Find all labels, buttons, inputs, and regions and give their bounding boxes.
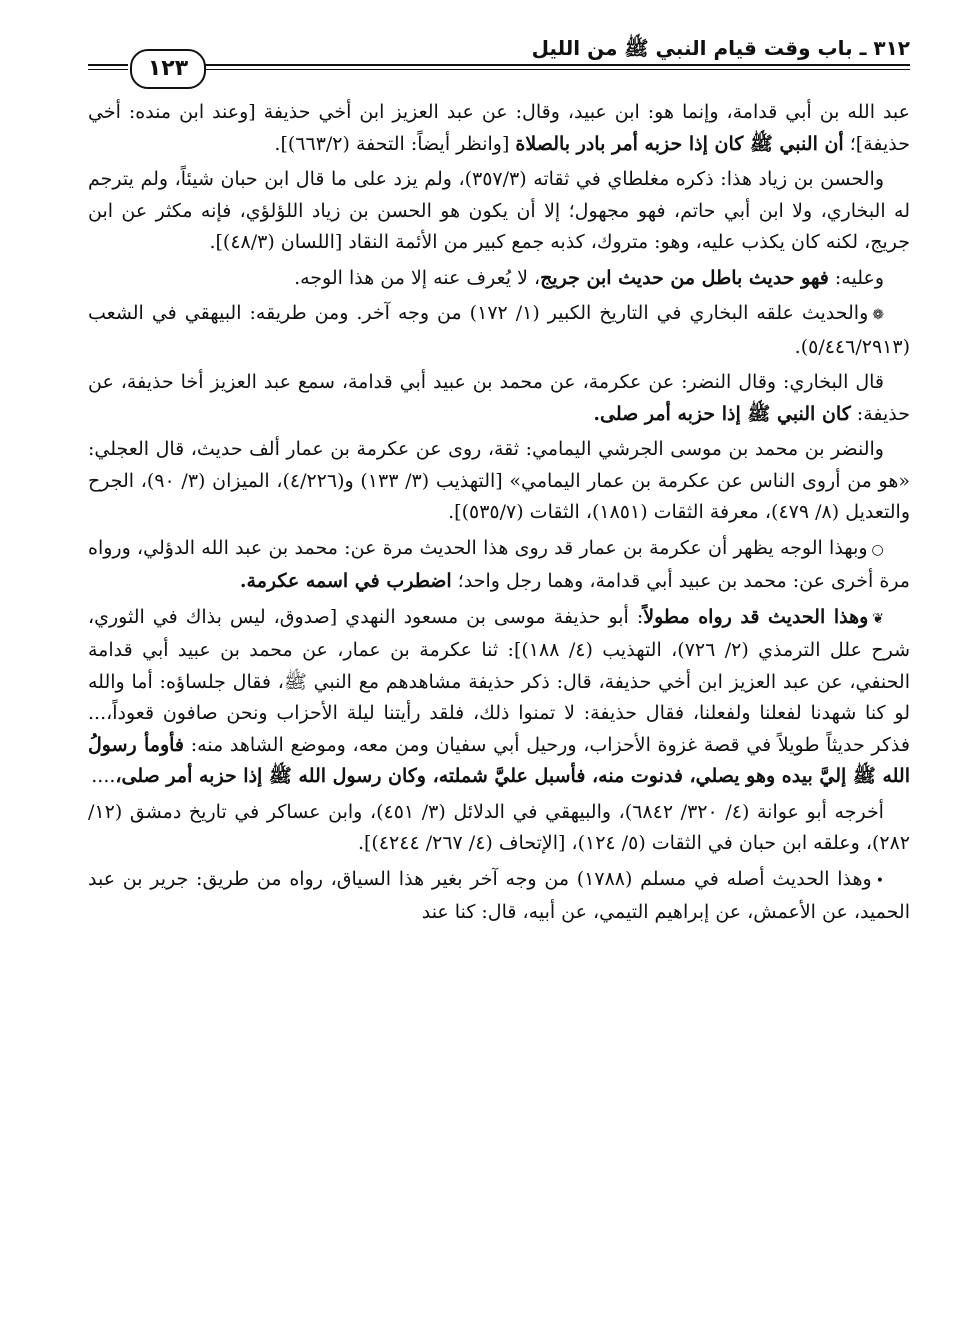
text-run: عبد الله بن أبي قدامة، وإنما هو: ابن عبيد، وقال: عن عبد العزيز ابن أخي حذيفة [وعند ابن منده: أخي حذيفة]؛ — [88, 101, 910, 155]
text-run: وعليه: — [828, 266, 884, 289]
text-run: والحديث علقه البخاري في التاريخ الكبير (١/ ١٧٢) من وجه آخر. ومن طريقه: البيهقي في الشعب (٥/٤٤٦/٢٩١٣). — [88, 302, 910, 358]
bold-text: فهو حديث باطل من حديث ابن جريج — [540, 266, 829, 289]
page-header — [88, 30, 910, 90]
bold-text: اضطرب في اسمه عكرمة. — [239, 570, 452, 592]
header-rule-thin — [204, 69, 910, 70]
header-rule-left — [88, 64, 128, 66]
paragraph — [88, 164, 910, 259]
running-title: ٣١٢ ـ باب وقت قيام النبي ﷺ من الليل — [531, 36, 910, 60]
text-run: وهذا الحديث أصله في مسلم (١٧٨٨) من وجه آخر بغير هذا السياق، رواه من طريق: جرير بن عبد الحميد، عن الأعمش، عن إبراهيم التيمي، عن أبيه، قال: كنا عند — [88, 867, 910, 923]
paragraph — [88, 263, 910, 295]
bold-text: أن النبي ﷺ كان إذا حزبه أمر بادر بالصلاة — [515, 132, 844, 155]
bold-text: وهذا الحديث قد رواه مطولاً — [643, 605, 869, 628]
body-text — [88, 97, 910, 933]
text-run: : أبو حذيفة موسى بن مسعود النهدي [صدوق، ليس بذاك في الثوري، شرح علل الترمذي (٢/ ٧٢٦)، التهذيب (٤/ ١٨٨)]: ثنا عكرمة بن عمار، عن محمد بن عبيد أبي قدامة الحنفي، عن عبد العزيز ابن أخي حذيفة، قال: ذكر حذيفة مشاهدهم مع النبي ﷺ، فقال جلساؤه: أما والله لو كنا شهدنا لفعلنا ولفعلنا، فقال حذيفة: لا تمنوا ذلك، فلقد رأيتنا ليلة الأحزاب ونحن صافون قعوداً،... فذكر حديثاً طويلاً في قصة غزوة الأحزاب، ورحيل أبي سفيان ومن معه، وموضع الشاهد منه: — [88, 605, 910, 756]
text-run: والحسن بن زياد هذا: ذكره مغلطاي في ثقاته (٣٥٧/٣)، ولم يزد على ما قال ابن حبان شيئاً، ولم يترجم له البخاري، ولا ابن أبي حاتم، فهو مجهول؛ إلا أن يكون هو الحسن بن زياد اللؤلؤي، فإنه مكثر عن ابن جريج، لكنه كان يكذب عليه، وهو: متروك، كذبه جمع كبير من الأئمة النقاد [اللسان (٤٨/٣)]. — [88, 168, 910, 253]
text-run: أخرجه أبو عوانة (٤/ ٣٢٠/ ٦٨٤٢)، والبيهقي في الدلائل (٣/ ٤٥١)، وابن عساكر في تاريخ دمشق (١٢/ ٢٨٢)، وعلقه ابن حبان في الثقات (٥/ ١٢٤)، [الإتحاف (٤/ ٢٦٧/ ٤٢٤٤)]. — [88, 800, 910, 854]
paragraph — [88, 864, 910, 929]
page-number: ١٢٣ — [130, 49, 206, 89]
paragraph — [88, 602, 910, 793]
bold-text: كان النبي ﷺ إذا حزبه أمر صلى. — [593, 402, 851, 425]
paragraph — [88, 434, 910, 529]
header-rule — [204, 64, 910, 66]
paragraph — [88, 533, 910, 598]
section-mark: • — [875, 872, 884, 889]
text-run: .... — [91, 765, 116, 787]
paragraph — [88, 367, 910, 430]
paragraph — [88, 97, 910, 160]
section-mark: ○ — [871, 541, 885, 558]
header-rule-left-thin — [88, 69, 128, 70]
paragraph — [88, 797, 910, 860]
text-run: ، لا يُعرف عنه إلا من هذا الوجه. — [294, 266, 541, 289]
section-mark: ❦ — [872, 610, 884, 627]
text-run: قال البخاري: وقال النضر: عن عكرمة، عن محمد بن عبيد أبي قدامة، سمع عبد العزيز أخا حذيفة، عن حذيفة: — [88, 371, 910, 425]
paragraph — [88, 298, 910, 363]
section-mark: ❁ — [872, 307, 884, 323]
text-run: [وانظر أيضاً: التحفة (٦٦٣/٢)]. — [274, 132, 516, 155]
text-run: وبهذا الوجه يظهر أن عكرمة بن عمار قد روى هذا الحديث مرة عن: محمد بن عبد الله الدؤلي، ورواه مرة أخرى عن: محمد بن عبيد أبي قدامة، وهما رجل واحد؛ — [88, 536, 910, 592]
text-run: والنضر بن محمد بن موسى الجرشي اليمامي: ثقة، روى عن عكرمة بن عمار ألف حديث، قال العجلي: «هو من أروى الناس عن عكرمة بن عمار اليمامي» [التهذيب (٣/ ١٣٣) و(٤/٢٢٦)، الميزان (٣/ ٩٠)، الجرح والتعديل (٨/ ٤٧٩)، معرفة الثقات (١٨٥١)، الثقات (٥٣٥/٧)]. — [88, 438, 910, 523]
bold-text: فأومأ رسولُ الله ﷺ إليَّ بيده وهو يصلي، فدنوت منه، فأسبل عليَّ شملته، وكان رسول الله ﷺ إذا حزبه أمر صلى، — [88, 733, 910, 787]
